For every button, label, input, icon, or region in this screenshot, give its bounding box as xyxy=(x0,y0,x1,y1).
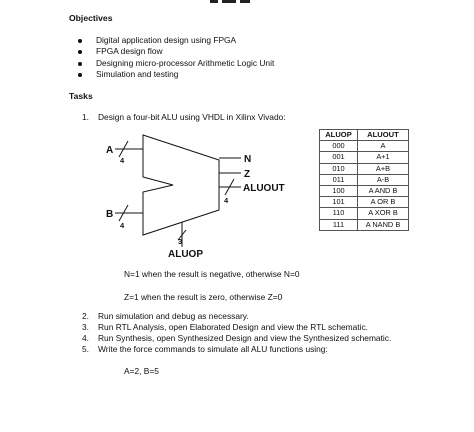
output-aluout-width-label: 4 xyxy=(224,196,229,205)
task-text: Run RTL Analysis, open Elaborated Design and view the RTL schematic. xyxy=(98,322,369,332)
column-header-aluop: ALUOP xyxy=(320,130,358,141)
input-a-width-label: 4 xyxy=(120,156,125,165)
task-text: Write the force commands to simulate all ALU functions using: xyxy=(98,344,328,354)
task-text: Design a four-bit ALU using VHDL in Xilinx Vivado: xyxy=(98,112,286,122)
table-cell: A xyxy=(358,141,409,152)
table-row xyxy=(320,163,409,174)
alu-body xyxy=(143,135,219,235)
column-header-aluout: ALUOUT xyxy=(358,130,409,141)
select-width-label: 3 xyxy=(178,237,183,246)
task-text: Run simulation and debug as necessary. xyxy=(98,311,249,321)
task-text: Run Synthesis, open Synthesized Design and view the Synthesized schematic. xyxy=(98,333,392,343)
task-number: 5. xyxy=(82,344,89,354)
table-cell: 011 xyxy=(320,174,358,185)
list-item: FPGA design flow xyxy=(78,46,274,57)
input-b-width-label: 4 xyxy=(120,221,125,230)
table-row xyxy=(320,186,409,197)
table-header-row xyxy=(320,130,409,141)
table-row xyxy=(320,141,409,152)
table-cell: 111 xyxy=(320,219,358,230)
select-label: ALUOP xyxy=(168,249,203,260)
table-row xyxy=(320,174,409,185)
list-item: Digital application design using FPGA xyxy=(78,35,274,46)
task-number: 1. xyxy=(82,112,89,122)
table-cell: 100 xyxy=(320,186,358,197)
input-b-label: B xyxy=(106,209,114,220)
table-cell: A+1 xyxy=(358,152,409,163)
table-cell: 110 xyxy=(320,208,358,219)
table-cell: A+B xyxy=(358,163,409,174)
task-item xyxy=(82,344,328,355)
simulation-values: A=2, B=5 xyxy=(124,366,159,376)
table-row xyxy=(320,219,409,230)
table-cell: A AND B xyxy=(358,186,409,197)
task-number: 4. xyxy=(82,333,89,343)
table-cell: 101 xyxy=(320,197,358,208)
table-cell: 010 xyxy=(320,163,358,174)
alu-function-table xyxy=(319,129,409,231)
table-cell: A XOR B xyxy=(358,208,409,219)
table-cell: A NAND B xyxy=(358,219,409,230)
table-row xyxy=(320,208,409,219)
table-cell: A OR B xyxy=(358,197,409,208)
z-flag-note: Z=1 when the result is zero, otherwise Z=0 xyxy=(124,292,283,302)
table-cell: 000 xyxy=(320,141,358,152)
output-aluout-label: ALUOUT xyxy=(243,183,285,194)
input-a-label: A xyxy=(106,145,114,156)
task-number: 2. xyxy=(82,311,89,321)
task-item xyxy=(82,311,249,322)
output-z-label: Z xyxy=(244,169,251,180)
task-number: 3. xyxy=(82,322,89,332)
objectives-heading: Objectives xyxy=(69,13,113,23)
list-item: Simulation and testing xyxy=(78,69,274,80)
list-item: Designing micro-processor Arithmetic Logic Unit xyxy=(78,58,274,69)
table-cell: 001 xyxy=(320,152,358,163)
table-row xyxy=(320,152,409,163)
output-n-label: N xyxy=(244,154,252,165)
task-item xyxy=(82,322,368,333)
table-cell: A-B xyxy=(358,174,409,185)
task-item xyxy=(82,333,391,344)
table-row xyxy=(320,197,409,208)
n-flag-note: N=1 when the result is negative, otherwise N=0 xyxy=(124,269,300,279)
tasks-heading: Tasks xyxy=(69,91,93,101)
